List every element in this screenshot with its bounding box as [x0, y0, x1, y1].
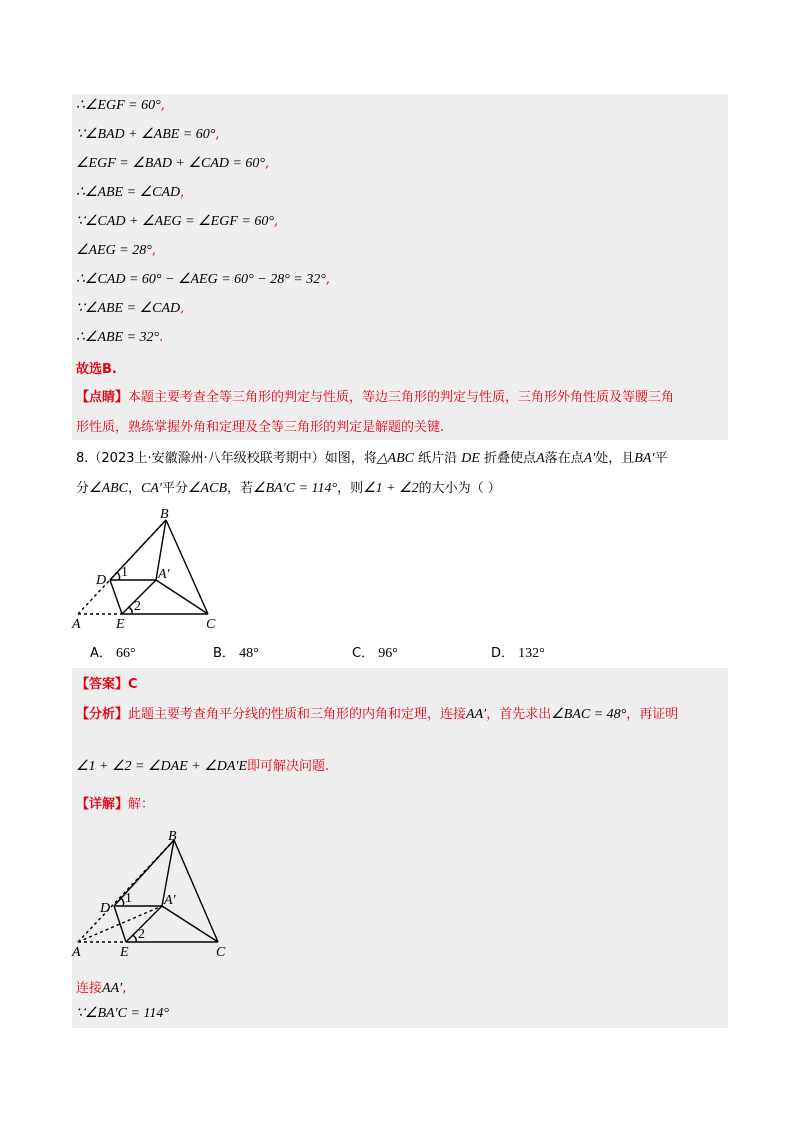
option-c[interactable]: C． 96°: [352, 646, 398, 661]
because-line: ∵∠BA′C = 114°: [76, 1006, 169, 1021]
label-1: 1: [121, 565, 128, 580]
solution-step: ∵∠BAD + ∠ABE = 60°,: [76, 127, 220, 142]
edge-bc: [174, 840, 218, 942]
edge-de: [110, 580, 122, 614]
solution-step: ∴∠EGF = 60°,: [76, 98, 165, 113]
label-b: B: [160, 507, 169, 522]
angle-2-arc: [132, 935, 136, 942]
label-a-prime: A′: [158, 567, 170, 582]
angle-2-arc: [128, 607, 132, 614]
solution-step: ∠EGF = ∠BAD + ∠CAD = 60°,: [76, 156, 270, 171]
question-line-2: 分∠ABC，CA′平分∠ACB，若∠BA′C = 114°，则∠1 + ∠2的大小为（ ）: [76, 481, 501, 496]
solution-step: ∴∠ABE = ∠CAD,: [76, 185, 185, 200]
label-d: D: [100, 901, 111, 916]
label-e: E: [120, 945, 129, 960]
analysis-line-1: 【分析】此题主要考查角平分线的性质和三角形的内角和定理，连接AA′，首先求出∠BAC = 48°，再证明: [76, 707, 679, 722]
answer-line: 【答案】C: [76, 677, 138, 692]
label-a-prime: A′: [164, 893, 176, 908]
comment-line: 【点睛】本题主要考查全等三角形的判定与性质，等边三角形的判定与性质，三角形外角性质及等腰三角: [76, 390, 675, 405]
detail-figure: [70, 828, 240, 968]
label-c: C: [216, 945, 226, 960]
label-1: 1: [125, 891, 132, 906]
question-line-1: 8.（2023上·安徽滁州·八年级校联考期中）如图，将△ABC 纸片沿 DE 折叠使点A落在点A′处，且BA′平: [76, 451, 668, 466]
solution-step: ∵∠CAD + ∠AEG = ∠EGF = 60°,: [76, 214, 279, 229]
comment-tag: 【点睛】: [76, 390, 129, 405]
label-a: A: [72, 617, 81, 632]
label-c: C: [206, 617, 216, 632]
option-a[interactable]: A． 66°: [90, 646, 136, 661]
label-2: 2: [138, 927, 145, 942]
solution-step: ∵∠ABE = ∠CAD,: [76, 301, 185, 316]
edge-de: [114, 906, 126, 942]
label-2: 2: [134, 599, 141, 614]
detail-line: 【详解】解：: [76, 797, 155, 812]
solution-step: ∴∠CAD = 60° − ∠AEG = 60° − 28° = 32°,: [76, 272, 330, 287]
label-b: B: [168, 829, 177, 844]
connect-line: 连接AA′,: [76, 981, 127, 996]
choose-answer: 故选B.: [76, 362, 117, 377]
solution-step: ∴∠ABE = 32°.: [76, 330, 164, 345]
angle-1-arc: [117, 572, 120, 580]
option-b[interactable]: B． 48°: [213, 646, 259, 661]
comment-line: 形性质，熟练掌握外角和定理及全等三角形的判定是解题的关键.: [76, 420, 445, 435]
analysis-line-2: ∠1 + ∠2 = ∠DAE + ∠DA′E即可解决问题.: [76, 759, 330, 774]
label-d: D: [96, 573, 107, 588]
label-e: E: [116, 617, 125, 632]
question-figure: [70, 506, 230, 636]
option-d[interactable]: D． 132°: [491, 646, 545, 661]
angle-1-arc: [121, 898, 124, 906]
solution-step: ∠AEG = 28°,: [76, 243, 156, 258]
label-a: A: [72, 945, 81, 960]
